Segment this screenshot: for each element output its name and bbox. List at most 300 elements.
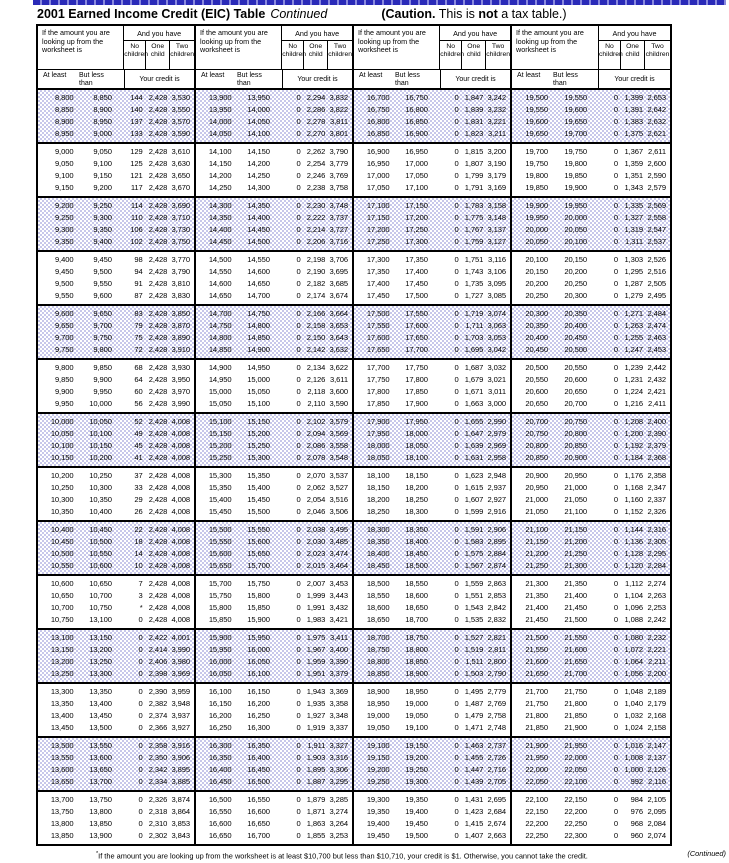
but-less-than-value: 14,400	[247, 213, 270, 222]
row-band	[196, 576, 352, 630]
but-less-than-value: 17,900	[405, 399, 428, 408]
credit-one-child: 1,935	[306, 699, 326, 708]
table-row	[38, 386, 194, 398]
credit-no-children: 0	[454, 171, 459, 180]
row-band	[196, 360, 352, 414]
but-less-than-value: 17,850	[405, 387, 428, 396]
credit-one-child: 1,216	[624, 399, 643, 408]
credit-one-child: 1,391	[624, 105, 643, 114]
table-row	[196, 212, 352, 224]
credit-no-children: 0	[613, 237, 618, 246]
credit-two-children: 3,253	[329, 831, 348, 840]
table-row	[38, 506, 194, 518]
credit-no-children: 0	[613, 417, 618, 426]
credit-no-children: 0	[613, 429, 618, 438]
credit-no-children: 0	[138, 819, 143, 828]
credit-no-children: 0	[613, 741, 618, 750]
credit-one-child: 1,319	[624, 225, 643, 234]
at-least-value: 20,650	[525, 399, 548, 408]
at-least-value: 20,150	[525, 267, 548, 276]
credit-two-children: 3,316	[329, 753, 348, 762]
table-row	[38, 362, 194, 374]
table-row	[196, 764, 352, 776]
table-row	[196, 656, 352, 668]
footnote-text: If the amount you are looking up from the worksheet is at least $10,700 but less than $10,710, your credit is $1. Otherwise, you cannot take the credit.	[98, 851, 588, 861]
credit-no-children: 0	[296, 363, 301, 372]
credit-no-children: 0	[613, 507, 618, 516]
but-less-than-value: 10,150	[89, 441, 112, 450]
but-less-than-value: 16,650	[247, 819, 270, 828]
credit-no-children: 0	[613, 765, 618, 774]
credit-one-child: 1,455	[464, 753, 484, 762]
but-less-than-value: 19,800	[564, 159, 587, 168]
at-least-value: 21,750	[525, 699, 548, 708]
table-row	[354, 116, 510, 128]
table-row	[38, 428, 194, 440]
caution-end: a tax table.)	[497, 7, 567, 21]
credit-two-children: 3,579	[329, 417, 348, 426]
at-least-value: 13,600	[50, 765, 74, 774]
credit-no-children: 0	[296, 591, 301, 600]
but-less-than-value: 21,650	[564, 657, 587, 666]
but-less-than-value: 21,900	[564, 723, 587, 732]
at-least-value: 17,450	[366, 291, 390, 300]
credit-one-child: 1,895	[306, 765, 326, 774]
table-row	[512, 494, 670, 506]
table-row	[38, 806, 194, 818]
at-least-value: 17,950	[366, 429, 390, 438]
credit-one-child: 1,607	[464, 495, 484, 504]
table-row	[512, 200, 670, 212]
credit-one-child: 1,479	[464, 711, 484, 720]
at-least-value: 19,250	[366, 777, 390, 786]
credit-one-child: 1,104	[624, 591, 643, 600]
credit-no-children: 0	[296, 213, 301, 222]
credit-two-children: 2,705	[487, 777, 506, 786]
at-least-value: 21,800	[525, 711, 548, 720]
at-least-value: 13,900	[208, 93, 232, 102]
credit-two-children: 2,200	[647, 669, 666, 678]
but-less-than-value: 19,250	[405, 765, 428, 774]
credit-one-child: 2,428	[148, 321, 168, 330]
table-row	[512, 548, 670, 560]
table-row	[354, 794, 510, 806]
but-less-than-value: 20,100	[564, 237, 587, 246]
credit-two-children: 2,263	[647, 591, 666, 600]
credit-no-children: 0	[613, 777, 618, 786]
at-least-value: 9,200	[54, 201, 74, 210]
row-band	[196, 468, 352, 522]
table-row	[196, 548, 352, 560]
at-least-value: 18,700	[366, 633, 390, 642]
credit-one-child: 1,271	[624, 309, 643, 318]
credit-no-children: 0	[454, 765, 459, 774]
credit-one-child: 2,262	[306, 147, 326, 156]
table-row	[196, 158, 352, 170]
but-less-than-value: 21,050	[564, 495, 587, 504]
table-row	[38, 320, 194, 332]
credit-no-children: 0	[613, 117, 618, 126]
table-row	[512, 710, 670, 722]
credit-two-children: 3,643	[329, 333, 348, 342]
credit-two-children: 3,843	[171, 831, 190, 840]
and-you-have-label: And you have	[137, 29, 182, 38]
credit-no-children: 0	[296, 777, 301, 786]
credit-no-children: 0	[613, 399, 618, 408]
table-row	[354, 764, 510, 776]
group-body	[38, 90, 194, 844]
at-least-value: 19,000	[366, 711, 390, 720]
but-less-than-value: 16,500	[247, 777, 270, 786]
credit-no-children: 79	[134, 321, 143, 330]
credit-one-child: 2,054	[306, 495, 326, 504]
table-row	[512, 668, 670, 680]
credit-no-children: 0	[296, 417, 301, 426]
but-less-than-value: 9,050	[93, 147, 112, 156]
table-row	[38, 266, 194, 278]
credit-one-child: 2,422	[148, 633, 168, 642]
table-row	[354, 308, 510, 320]
but-less-than-value: 21,550	[564, 633, 587, 642]
credit-two-children: 4,008	[171, 429, 190, 438]
but-less-than-value: 14,700	[247, 291, 270, 300]
row-band	[196, 252, 352, 306]
credit-two-children: 2,842	[487, 603, 506, 612]
but-less-than-header: But less than	[79, 70, 125, 88]
at-least-value: 18,450	[366, 561, 390, 570]
credit-one-child: 1,200	[624, 429, 643, 438]
credit-one-child: 1,016	[624, 741, 643, 750]
table-row	[512, 212, 670, 224]
row-band	[196, 144, 352, 198]
at-least-value: 20,600	[525, 387, 548, 396]
at-least-value: 13,850	[50, 831, 74, 840]
continued-label: (Continued)	[687, 849, 726, 858]
but-less-than-value: 10,650	[89, 579, 112, 588]
credit-one-child: 1,008	[624, 753, 643, 762]
credit-no-children: 0	[613, 615, 618, 624]
credit-two-children: 2,337	[647, 495, 666, 504]
credit-one-child: 1,311	[625, 237, 643, 246]
table-row	[196, 494, 352, 506]
at-least-value: 17,550	[366, 321, 390, 330]
table-row	[354, 398, 510, 410]
table-row	[38, 344, 194, 356]
at-least-value: 16,950	[366, 159, 390, 168]
credit-no-children: 137	[130, 117, 143, 126]
credit-two-children: 3,959	[171, 687, 190, 696]
table-row	[354, 668, 510, 680]
at-least-value: 19,850	[525, 183, 548, 192]
at-least-value: 10,150	[50, 453, 74, 462]
but-less-than-value: 20,950	[564, 471, 587, 480]
at-least-value: 19,100	[366, 741, 390, 750]
credit-no-children: 0	[296, 699, 301, 708]
table-row	[196, 524, 352, 536]
credit-no-children: 26	[134, 507, 143, 516]
credit-one-child: 2,214	[306, 225, 326, 234]
credit-two-children: 3,758	[329, 183, 348, 192]
credit-no-children: 0	[454, 561, 459, 570]
and-you-have-header	[282, 26, 352, 69]
but-less-than-header: But less than	[237, 70, 283, 88]
but-less-than-value: 18,150	[405, 471, 428, 480]
but-less-than-value: 10,400	[89, 507, 112, 516]
credit-two-children: 3,506	[329, 507, 348, 516]
credit-no-children: 0	[613, 483, 618, 492]
amount-lookup-header: If the amount you are looking up from the worksheet is	[512, 26, 599, 69]
but-less-than-value: 14,500	[247, 237, 270, 246]
but-less-than-value: 10,250	[89, 471, 112, 480]
but-less-than-value: 13,700	[89, 777, 112, 786]
credit-no-children: 0	[454, 321, 459, 330]
but-less-than-value: 15,700	[247, 561, 270, 570]
at-least-value: 15,050	[208, 399, 232, 408]
children-columns-header	[599, 40, 670, 69]
table-row	[38, 590, 194, 602]
credit-no-children: 49	[134, 429, 143, 438]
row-band	[354, 306, 510, 360]
credit-one-child: 1,695	[464, 345, 484, 354]
credit-one-child: 2,414	[148, 645, 168, 654]
table-row	[354, 212, 510, 224]
credit-one-child: 1,519	[464, 645, 484, 654]
credit-two-children: 2,495	[647, 291, 666, 300]
but-less-than-value: 21,250	[564, 549, 587, 558]
credit-one-child: 2,428	[148, 279, 168, 288]
credit-one-child: 1,639	[464, 441, 484, 450]
but-less-than-value: 14,250	[247, 171, 270, 180]
table-row	[512, 578, 670, 590]
at-least-value: 10,000	[50, 417, 74, 426]
row-band	[196, 684, 352, 738]
credit-two-children: 3,464	[329, 561, 348, 570]
table-row	[38, 170, 194, 182]
credit-one-child: 1,951	[306, 669, 326, 678]
credit-no-children: 0	[454, 267, 459, 276]
credit-no-children: 0	[613, 711, 618, 720]
but-less-than-value: 22,300	[564, 831, 587, 840]
credit-one-child: 1,655	[464, 417, 484, 426]
at-least-header: At least	[517, 72, 541, 79]
but-less-than-value: 15,150	[247, 417, 270, 426]
credit-two-children: 3,610	[171, 147, 190, 156]
credit-one-child: 1,343	[624, 183, 643, 192]
credit-two-children: 2,958	[487, 453, 506, 462]
credit-two-children: 2,853	[487, 591, 506, 600]
table-row	[512, 428, 670, 440]
credit-one-child: 2,428	[148, 147, 168, 156]
at-least-value: 16,650	[208, 831, 232, 840]
credit-one-child: 1,120	[624, 561, 643, 570]
table-row	[196, 398, 352, 410]
but-less-than-value: 14,550	[247, 255, 270, 264]
but-less-than-value: 16,700	[247, 831, 270, 840]
but-less-than-value: 17,500	[405, 291, 428, 300]
table-row	[512, 698, 670, 710]
credit-one-child: 2,428	[148, 333, 168, 342]
credit-one-child: 1,351	[624, 171, 643, 180]
table-row	[512, 386, 670, 398]
and-you-have-label: And you have	[295, 29, 340, 38]
credit-two-children: 2,748	[487, 723, 506, 732]
but-less-than-value: 15,050	[247, 387, 270, 396]
credit-one-child: 2,428	[148, 429, 168, 438]
credit-no-children: 0	[454, 147, 459, 156]
credit-two-children: 3,811	[330, 117, 348, 126]
but-less-than-value: 18,000	[405, 429, 428, 438]
but-less-than-value: 13,450	[89, 711, 112, 720]
row-band	[196, 630, 352, 684]
but-less-than-value: 17,100	[405, 183, 428, 192]
credit-no-children: 0	[454, 657, 459, 666]
credit-two-children: 3,653	[329, 321, 348, 330]
at-least-value: 14,700	[208, 309, 232, 318]
but-less-than-value: 16,000	[247, 645, 270, 654]
but-less-than-value: 19,500	[405, 831, 428, 840]
credit-no-children: 0	[454, 687, 459, 696]
credit-no-children: 0	[613, 561, 618, 570]
but-less-than-value: 16,450	[247, 765, 270, 774]
credit-one-child: 2,334	[148, 777, 168, 786]
table-row	[354, 278, 510, 290]
credit-one-child: 1,599	[464, 507, 484, 516]
table-row	[512, 602, 670, 614]
row-band	[512, 792, 670, 844]
table-row	[354, 710, 510, 722]
credit-no-children: 0	[454, 159, 459, 168]
credit-two-children: 3,085	[487, 291, 506, 300]
credit-two-children: 3,990	[171, 645, 190, 654]
table-row	[354, 440, 510, 452]
at-least-value: 21,000	[525, 495, 548, 504]
your-credit-is-header: Your credit is	[139, 76, 180, 83]
table-row	[512, 506, 670, 518]
table-row	[196, 482, 352, 494]
at-least-value: 10,250	[50, 483, 74, 492]
credit-no-children: 0	[613, 699, 618, 708]
but-less-than-value: 22,050	[564, 765, 587, 774]
credit-one-child: 2,428	[148, 255, 168, 264]
at-least-value: 21,850	[525, 723, 548, 732]
credit-two-children: 3,548	[329, 453, 348, 462]
table-row	[512, 398, 670, 410]
credit-one-child: 2,366	[148, 723, 168, 732]
credit-one-child: 2,038	[306, 525, 326, 534]
but-less-than-value: 9,450	[93, 255, 112, 264]
credit-two-children: 3,864	[171, 807, 190, 816]
row-band	[354, 630, 510, 684]
credit-one-child: 2,158	[306, 321, 326, 330]
credit-no-children: 0	[454, 105, 459, 114]
table-column-group	[512, 26, 670, 844]
but-less-than-value: 16,150	[247, 687, 270, 696]
credit-one-child: 2,174	[306, 291, 326, 300]
credit-two-children: 3,927	[171, 723, 190, 732]
table-row	[38, 278, 194, 290]
at-least-value: 20,850	[525, 453, 548, 462]
credit-two-children: 2,927	[487, 495, 506, 504]
row-band	[38, 576, 194, 630]
credit-two-children: 3,537	[329, 471, 348, 480]
but-less-than-value: 19,650	[564, 117, 587, 126]
credit-no-children: 0	[296, 291, 301, 300]
table-row	[354, 104, 510, 116]
credit-two-children: 3,211	[488, 129, 506, 138]
but-less-than-value: 17,350	[405, 255, 428, 264]
credit-no-children: 0	[613, 603, 618, 612]
table-row	[38, 158, 194, 170]
credit-no-children: 0	[296, 333, 301, 342]
row-band	[38, 360, 194, 414]
children-columns-header	[124, 40, 194, 69]
but-less-than-value: 13,600	[89, 753, 112, 762]
credit-no-children: 0	[613, 669, 618, 678]
credit-no-children: 0	[613, 807, 618, 816]
row-band	[38, 252, 194, 306]
credit-two-children: 3,169	[487, 183, 506, 192]
but-less-than-value: 14,000	[247, 105, 270, 114]
credit-two-children: 3,910	[171, 345, 190, 354]
at-least-value: 21,150	[525, 537, 548, 546]
but-less-than-value: 17,000	[405, 159, 428, 168]
table-row	[38, 212, 194, 224]
credit-one-child: 2,118	[307, 387, 326, 396]
but-less-than-value: 13,400	[89, 699, 112, 708]
table-row	[354, 182, 510, 194]
credit-two-children: 2,390	[647, 429, 666, 438]
credit-no-children: 0	[296, 495, 301, 504]
credit-two-children: 3,590	[329, 399, 348, 408]
at-least-value: 20,100	[525, 255, 548, 264]
at-least-value: 22,100	[525, 795, 548, 804]
table-row	[38, 494, 194, 506]
credit-no-children: 0	[454, 525, 459, 534]
row-band	[38, 630, 194, 684]
credit-two-children: 2,168	[647, 711, 666, 720]
at-least-value: 18,900	[366, 687, 390, 696]
credit-two-children: 3,137	[487, 225, 506, 234]
at-least-value: 9,750	[54, 345, 74, 354]
credit-one-child: 1,927	[306, 711, 326, 720]
row-band	[196, 522, 352, 576]
credit-one-child: 2,428	[148, 117, 168, 126]
table-row	[512, 524, 670, 536]
at-least-value: 20,050	[525, 237, 548, 246]
credit-no-children: 0	[296, 645, 301, 654]
but-less-than-value: 20,750	[564, 417, 587, 426]
at-least-value: 18,500	[366, 579, 390, 588]
but-less-than-value: 15,900	[247, 615, 270, 624]
credit-no-children: 0	[296, 309, 301, 318]
credit-no-children: 0	[296, 267, 301, 276]
table-row	[196, 470, 352, 482]
but-less-than-value: 14,050	[247, 117, 270, 126]
credit-one-child: 960	[630, 831, 643, 840]
credit-two-children: 3,853	[171, 819, 190, 828]
but-less-than-value: 13,150	[89, 633, 112, 642]
but-less-than-value: 20,400	[564, 321, 587, 330]
at-least-value: 16,200	[208, 711, 232, 720]
credit-no-children: 0	[454, 579, 459, 588]
credit-one-child: 1,871	[306, 807, 326, 816]
credit-one-child: 1,032	[624, 711, 643, 720]
credit-one-child: 2,428	[148, 507, 168, 516]
at-least-value: 17,150	[366, 213, 390, 222]
credit-two-children: 2,653	[647, 93, 666, 102]
but-less-than-value: 8,900	[93, 105, 112, 114]
row-band	[512, 522, 670, 576]
